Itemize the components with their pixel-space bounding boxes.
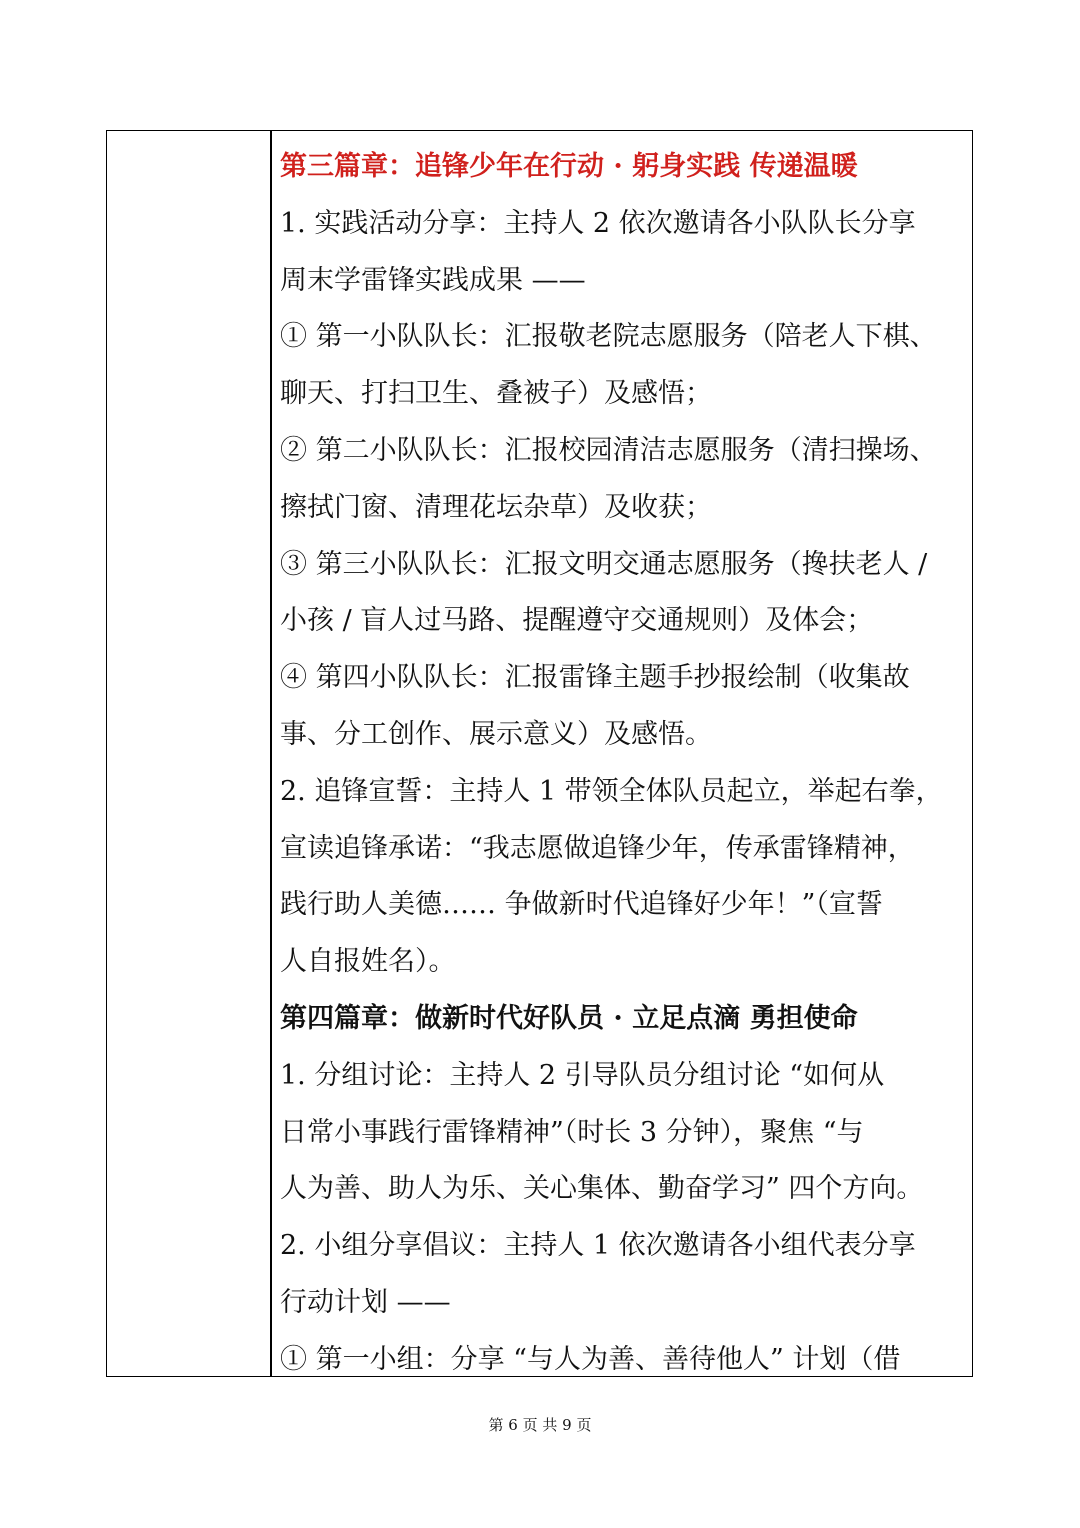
text-line: 1. 分组讨论：主持人 2 引导队员分组讨论 “如何从 bbox=[280, 1059, 885, 1091]
column-divider bbox=[270, 131, 272, 1376]
table-cell-content bbox=[280, 139, 970, 1389]
text-line: 人为善、助人为乐、关心集体、勤奋学习” 四个方向。 bbox=[280, 1173, 924, 1205]
text-line: 周末学雷锋实践成果 —— bbox=[280, 264, 586, 296]
text-line: ② 第二小队队长：汇报校园清洁志愿服务（清扫操场、 bbox=[280, 434, 937, 466]
chapter-three-heading: 第三篇章：追锋少年在行动 · 躬身实践 传递温暖 bbox=[280, 151, 858, 182]
page-number-footer: 第 6 页 共 9 页 bbox=[488, 1416, 592, 1434]
text-line: 宣读追锋承诺：“我志愿做追锋少年，传承雷锋精神， bbox=[280, 832, 915, 864]
text-line: 2. 小组分享倡议：主持人 1 依次邀请各小组代表分享 bbox=[280, 1230, 916, 1262]
text-line: 日常小事践行雷锋精神”（时长 3 分钟），聚焦 “与 bbox=[280, 1116, 864, 1148]
text-line: 人自报姓名）。 bbox=[280, 946, 456, 978]
text-line: 擦拭门窗、清理花坛杂草）及收获； bbox=[280, 491, 712, 523]
text-line: 2. 追锋宣誓：主持人 1 带领全体队员起立，举起右拳， bbox=[280, 775, 943, 807]
text-line: ① 第一小队队长：汇报敬老院志愿服务（陪老人下棋、 bbox=[280, 321, 937, 353]
chapter-four-heading: 第四篇章：做新时代好队员 · 立足点滴 勇担使命 bbox=[280, 1002, 858, 1034]
text-line: 小孩 / 盲人过马路、提醒遵守交通规则）及体会； bbox=[280, 605, 874, 637]
text-line: 事、分工创作、展示意义）及感悟。 bbox=[280, 718, 712, 750]
text-line: ④ 第四小队队长：汇报雷锋主题手抄报绘制（收集故 bbox=[280, 662, 910, 694]
text-line: 践行助人美德…… 争做新时代追锋好少年！”（宣誓 bbox=[280, 889, 883, 921]
text-line: ③ 第三小队队长：汇报文明交通志愿服务（搀扶老人 / bbox=[280, 548, 928, 580]
text-line: 聊天、打扫卫生、叠被子）及感悟； bbox=[280, 378, 712, 410]
text-line: 行动计划 —— bbox=[280, 1286, 451, 1318]
text-line: 1. 实践活动分享：主持人 2 依次邀请各小队队长分享 bbox=[280, 207, 916, 239]
content-table bbox=[106, 130, 973, 1377]
text-line: ① 第一小组：分享 “与人为善、善待他人” 计划（借 bbox=[280, 1343, 901, 1375]
